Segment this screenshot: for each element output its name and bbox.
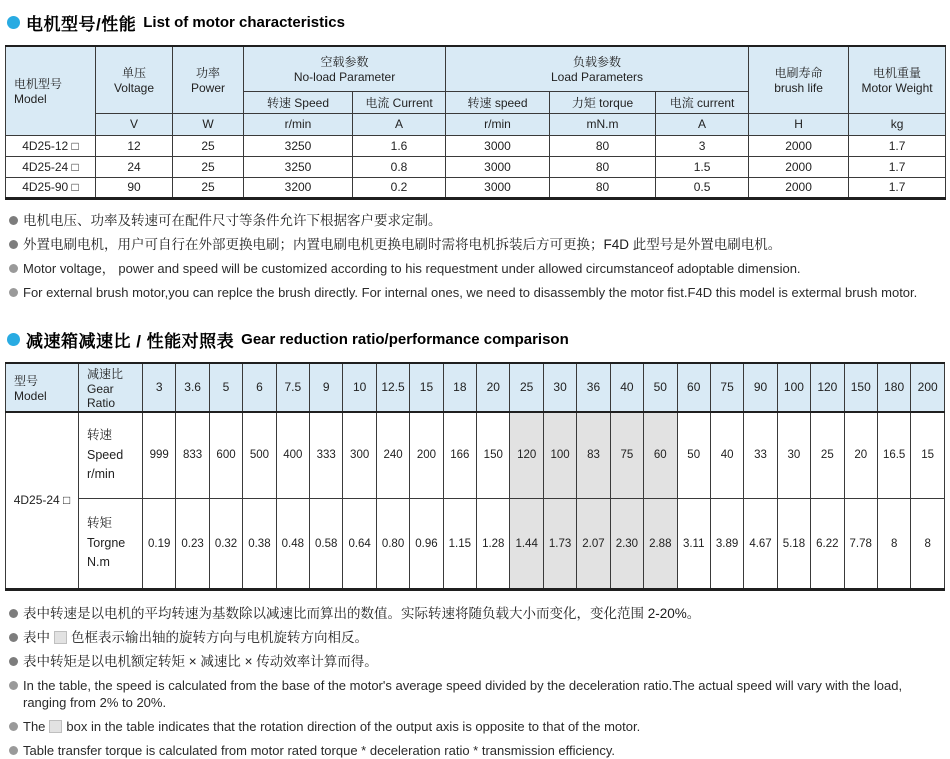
section2 — [5, 327, 945, 759]
ratio-col: 150 — [844, 363, 877, 412]
section1-title — [7, 10, 945, 35]
ratio-col: 9 — [310, 363, 343, 412]
ratio-col: 12.5 — [376, 363, 409, 412]
note-bullet-icon — [9, 681, 18, 690]
note-item: 外置电刷电机，用户可自行在外部更换电刷；内置电刷电机更换电刷时需将电机拆装后方可更换；F4D 此型号是外置电刷电机。 — [9, 236, 945, 253]
note-bullet-icon — [9, 746, 18, 755]
note-bullet-icon — [9, 288, 18, 297]
ratio-col: 25 — [510, 363, 543, 412]
header-load-group: 负载参数 Load Parameters — [446, 46, 749, 91]
ratio-col: 200 — [911, 363, 945, 412]
note-bullet-icon — [9, 657, 18, 666]
note-bullet-icon — [9, 264, 18, 273]
unit-noload-speed: r/min — [244, 113, 353, 135]
ratio-col: 18 — [443, 363, 476, 412]
blue-bullet-icon — [7, 16, 20, 29]
ratio-col: 7.5 — [276, 363, 309, 412]
ratio-col: 20 — [477, 363, 510, 412]
note-item: Table transfer torque is calculated from motor rated torque * deceleration ratio * transmission efficiency. — [9, 742, 945, 759]
note-bullet-icon — [9, 609, 18, 618]
note-item: 电机电压、功率及转速可在配件尺寸等条件允许下根据客户要求定制。 — [9, 212, 945, 229]
note-item: 表中转速是以电机的平均转速为基数除以减速比而算出的数值。实际转速将随负载大小而变化，变化范围 2-20%。 — [9, 605, 945, 622]
ratio-col: 15 — [410, 363, 443, 412]
ratio-col: 120 — [811, 363, 844, 412]
note-item: In the table, the speed is calculated from the base of the motor's average speed divided by the deceleration ratio.The actual speed will vary with the load, ranging from 2% to 20%. — [9, 677, 945, 711]
speed-label: 转速 Speed r/min — [79, 412, 143, 499]
table-row: 4D25-90 □ 90 25 3200 0.2 3000 80 0.5 2000 1.7 — [6, 177, 946, 198]
gray-box-swatch — [54, 631, 67, 644]
header-brush-life: 电刷寿命 brush life — [749, 46, 849, 113]
note-item: Motor voltage， power and speed will be customized according to his requestment under allowed circumstanceof adoptable dimension. — [9, 260, 945, 277]
header-power: 功率 Power — [173, 46, 244, 113]
blue-bullet-icon — [7, 333, 20, 346]
unit-motor-weight: kg — [849, 113, 946, 135]
ratio-col: 90 — [744, 363, 777, 412]
header-motor-weight: 电机重量 Motor Weight — [849, 46, 946, 113]
unit-brush-life: H — [749, 113, 849, 135]
note-item: For external brush motor,you can replce the brush directly. For internal ones, we need to disassembly the motor fist.F4D this model is extermal brush motor. — [9, 284, 945, 301]
unit-load-speed: r/min — [446, 113, 550, 135]
note-item: 表中转矩是以电机额定转矩 × 减速比 × 传动效率计算而得。 — [9, 653, 945, 670]
header-noload-speed: 转速 Speed — [244, 91, 353, 113]
ratio-col: 6 — [243, 363, 276, 412]
section2-title-en: Gear reduction ratio/performance comparison — [241, 331, 569, 348]
ratio-col: 180 — [877, 363, 910, 412]
ratio-col: 5 — [209, 363, 242, 412]
section2-notes — [9, 605, 945, 759]
header-load-current: 电流 current — [656, 91, 749, 113]
header-model: 电机型号 Model — [6, 46, 96, 135]
note-bullet-icon — [9, 633, 18, 642]
model-cell: 4D25-24 □ — [6, 412, 79, 590]
section1-title-en: List of motor characteristics — [143, 14, 345, 31]
unit-power: W — [173, 113, 244, 135]
gear-ratio-table — [5, 362, 945, 592]
section1-title-zh: 电机型号/性能 — [26, 10, 136, 35]
ratio-col: 10 — [343, 363, 376, 412]
note-bullet-icon — [9, 240, 18, 249]
header-noload-group: 空载参数 No-load Parameter — [244, 46, 446, 91]
motor-characteristics-table — [5, 45, 946, 200]
header-model: 型号 Model — [6, 363, 79, 412]
note-item: The box in the table indicates that the rotation direction of the output axis is opposite to that of the motor. — [9, 718, 945, 735]
table-row: 4D25-12 □ 12 25 3250 1.6 3000 80 3 2000 1.7 — [6, 135, 946, 156]
ratio-col: 30 — [543, 363, 576, 412]
torque-row: 转矩 Torgne N.m 0.19 0.23 0.32 0.38 0.48 0.58 0.64 0.80 0.96 1.15 1.28 1.44 1.73 2.07 2.30 2.88 3.11 3.89 4.67 5.18 6.22 7.78 8 8 — [6, 499, 945, 590]
header-gear-ratio: 减速比 Gear Ratio — [79, 363, 143, 412]
ratio-col: 50 — [644, 363, 677, 412]
header-voltage: 单压 Voltage — [96, 46, 173, 113]
ratio-col: 75 — [710, 363, 743, 412]
table-row: 4D25-24 □ 24 25 3250 0.8 3000 80 1.5 2000 1.7 — [6, 156, 946, 177]
ratio-col: 3 — [143, 363, 176, 412]
header-load-speed: 转速 speed — [446, 91, 550, 113]
ratio-col: 3.6 — [176, 363, 209, 412]
ratio-col: 60 — [677, 363, 710, 412]
torque-label: 转矩 Torgne N.m — [79, 499, 143, 590]
ratio-col: 40 — [610, 363, 643, 412]
note-bullet-icon — [9, 216, 18, 225]
note-item: 表中 色框表示输出轴的旋转方向与电机旋转方向相反。 — [9, 629, 945, 646]
unit-voltage: V — [96, 113, 173, 135]
speed-row: 4D25-24 □ 转速 Speed r/min 999 833 600 500 400 333 300 240 200 166 150 120 100 83 75 60 50 40 33 30 25 20 16.5 15 — [6, 412, 945, 499]
unit-load-current: A — [656, 113, 749, 135]
section2-title — [7, 327, 945, 352]
section2-title-zh: 减速箱减速比 / 性能对照表 — [26, 327, 234, 352]
header-noload-current: 电流 Current — [353, 91, 446, 113]
ratio-col: 100 — [777, 363, 810, 412]
header-load-torque: 力矩 torque — [550, 91, 656, 113]
section1-notes — [9, 212, 945, 301]
gray-box-swatch — [49, 720, 62, 733]
ratio-col: 36 — [577, 363, 610, 412]
unit-load-torque: mN.m — [550, 113, 656, 135]
note-bullet-icon — [9, 722, 18, 731]
unit-noload-current: A — [353, 113, 446, 135]
